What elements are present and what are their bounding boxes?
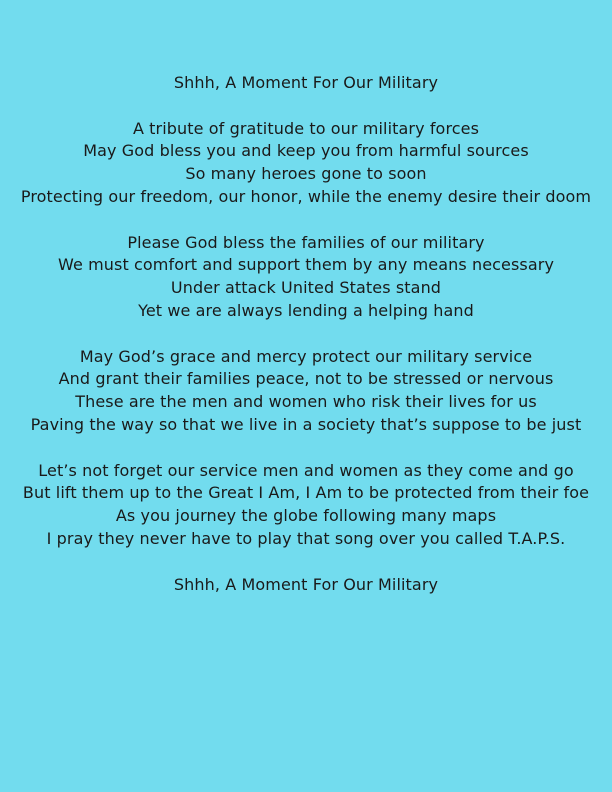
poem-line: As you journey the globe following many maps <box>115 506 497 526</box>
poem-line: Yet we are always lending a helping hand <box>138 300 474 320</box>
poem-closing: Shhh, A Moment For Our Military <box>173 574 439 594</box>
poem-line: These are the men and women who risk their lives for us <box>75 392 537 412</box>
poem-line: So many heroes gone to soon <box>185 164 427 184</box>
poem-line: Under attack United States stand <box>170 278 442 298</box>
poem-title: Shhh, A Moment For Our Military <box>173 73 439 92</box>
poem-line: Please God bless the families of our military <box>127 232 485 252</box>
poem-line: And grant their families peace, not to be stressed or nervous <box>58 369 554 389</box>
poem-line: Protecting our freedom, our honor, while the enemy desire their doom <box>20 186 592 206</box>
stanza-2 <box>0 232 612 323</box>
poem-page <box>0 72 612 596</box>
stanza-3 <box>0 346 612 437</box>
poem-line: But lift them up to the Great I Am, I Am to be protected from their foe <box>22 483 590 503</box>
poem-line: Paving the way so that we live in a society that’s suppose to be just <box>30 414 582 434</box>
stanza-4 <box>0 460 612 551</box>
poem-line: May God bless you and keep you from harmful sources <box>83 141 529 161</box>
stanza-1 <box>0 118 612 209</box>
poem-line: May God’s grace and mercy protect our military service <box>79 346 533 366</box>
poem-line: We must comfort and support them by any means necessary <box>57 255 555 275</box>
poem-line: Let’s not forget our service men and women as they come and go <box>38 460 574 480</box>
poem-line: A tribute of gratitude to our military forces <box>132 118 480 138</box>
poem-line: I pray they never have to play that song over you called T.A.P.S. <box>46 528 566 548</box>
